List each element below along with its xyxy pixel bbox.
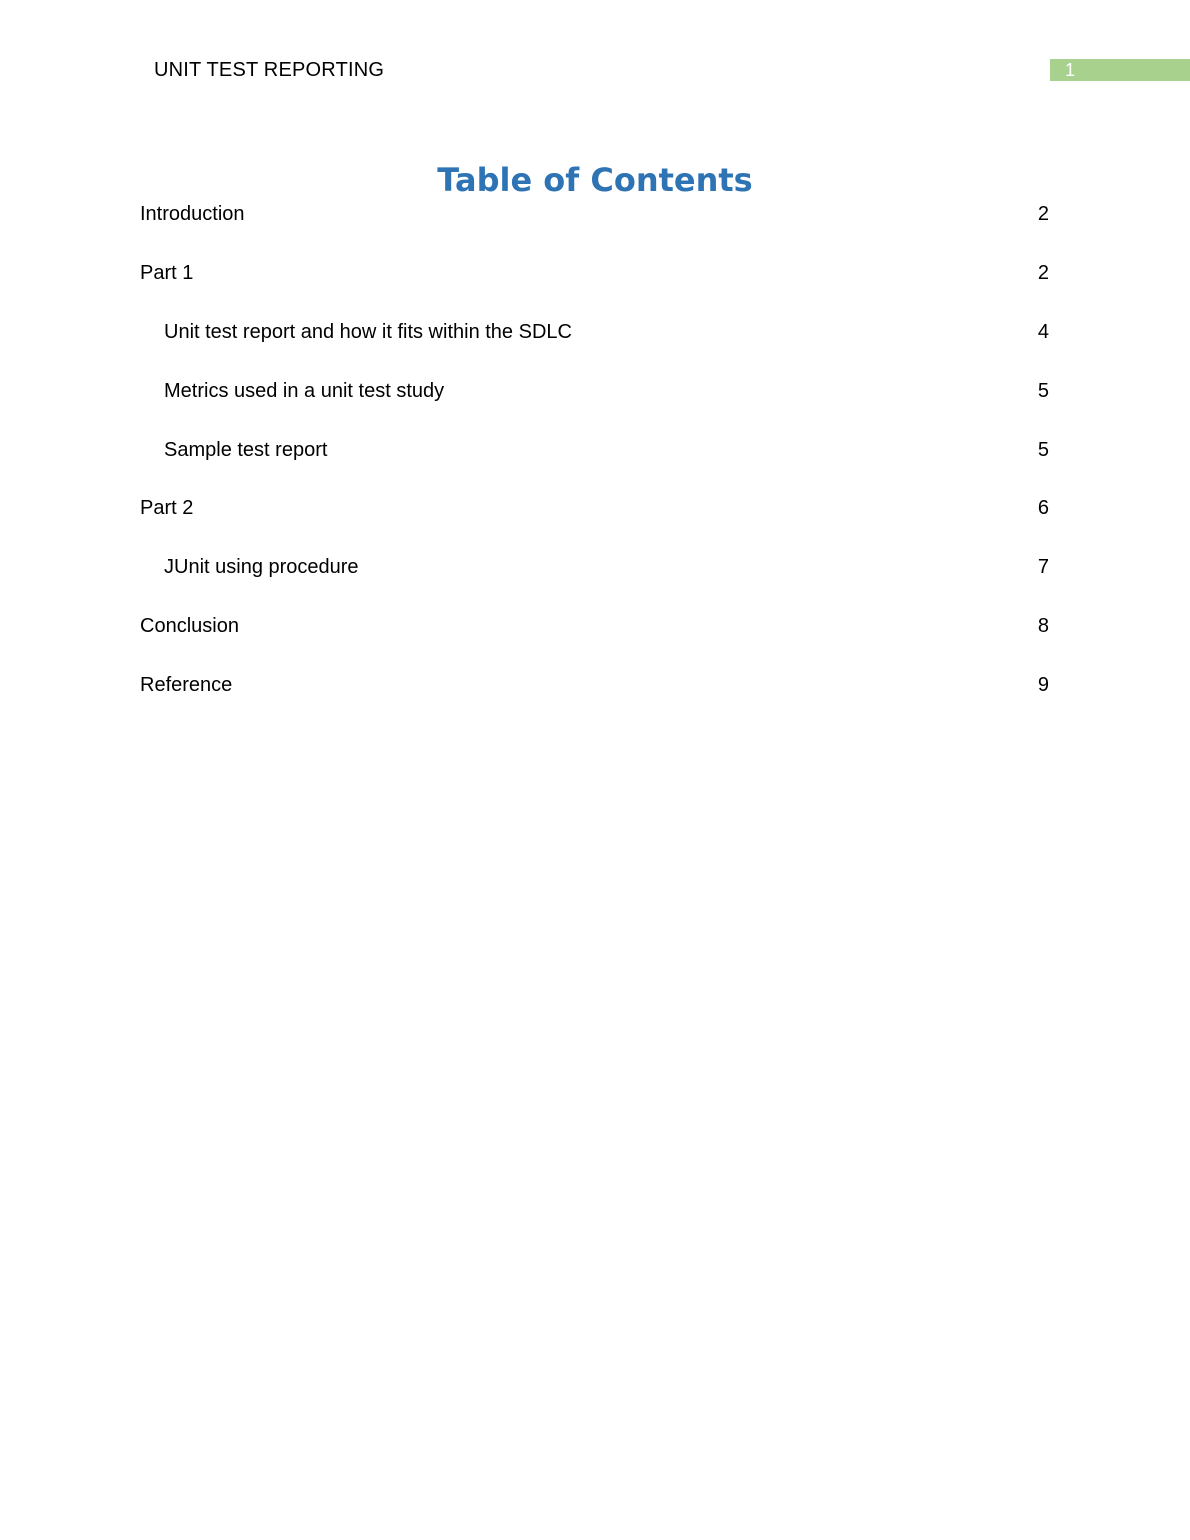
toc-entry-junit-procedure[interactable] xyxy=(140,553,1049,612)
toc-entry-sample-test-report[interactable] xyxy=(140,436,1049,495)
toc-entry-label: Reference xyxy=(140,671,232,699)
toc-entry-unit-test-report-sdlc[interactable] xyxy=(140,318,1049,377)
toc-entry-label: Introduction xyxy=(140,200,245,228)
toc-entry-conclusion[interactable] xyxy=(140,612,1049,671)
toc-heading: Table of Contents xyxy=(437,161,753,199)
toc-entry-reference[interactable] xyxy=(140,671,1049,730)
toc-entry-label: Metrics used in a unit test study xyxy=(164,377,444,405)
toc-entry-label: Conclusion xyxy=(140,612,239,640)
toc-entry-page: 6 xyxy=(1036,494,1049,522)
toc-entry-page: 7 xyxy=(1036,553,1049,581)
header-title: UNIT TEST REPORTING xyxy=(154,59,385,81)
toc-entry-page: 9 xyxy=(1036,671,1049,699)
toc-entry-metrics[interactable] xyxy=(140,377,1049,436)
toc-entry-page: 2 xyxy=(1036,200,1049,228)
page-number-badge: 1 xyxy=(1050,59,1190,81)
toc-entry-label: JUnit using procedure xyxy=(164,553,359,581)
toc-entry-page: 4 xyxy=(1036,318,1049,346)
toc-entry-label: Part 1 xyxy=(140,259,193,287)
toc-entry-part-2[interactable] xyxy=(140,494,1049,553)
toc-entry-page: 5 xyxy=(1036,377,1049,405)
toc-entry-label: Unit test report and how it fits within the SDLC xyxy=(164,318,572,346)
toc-entry-label: Part 2 xyxy=(140,494,193,522)
toc-entry-introduction[interactable] xyxy=(140,200,1049,259)
table-of-contents xyxy=(140,200,1049,730)
toc-entry-page: 2 xyxy=(1036,259,1049,287)
toc-entry-part-1[interactable] xyxy=(140,259,1049,318)
toc-entry-page: 5 xyxy=(1036,436,1049,464)
toc-entry-page: 8 xyxy=(1036,612,1049,640)
toc-entry-label: Sample test report xyxy=(164,436,327,464)
